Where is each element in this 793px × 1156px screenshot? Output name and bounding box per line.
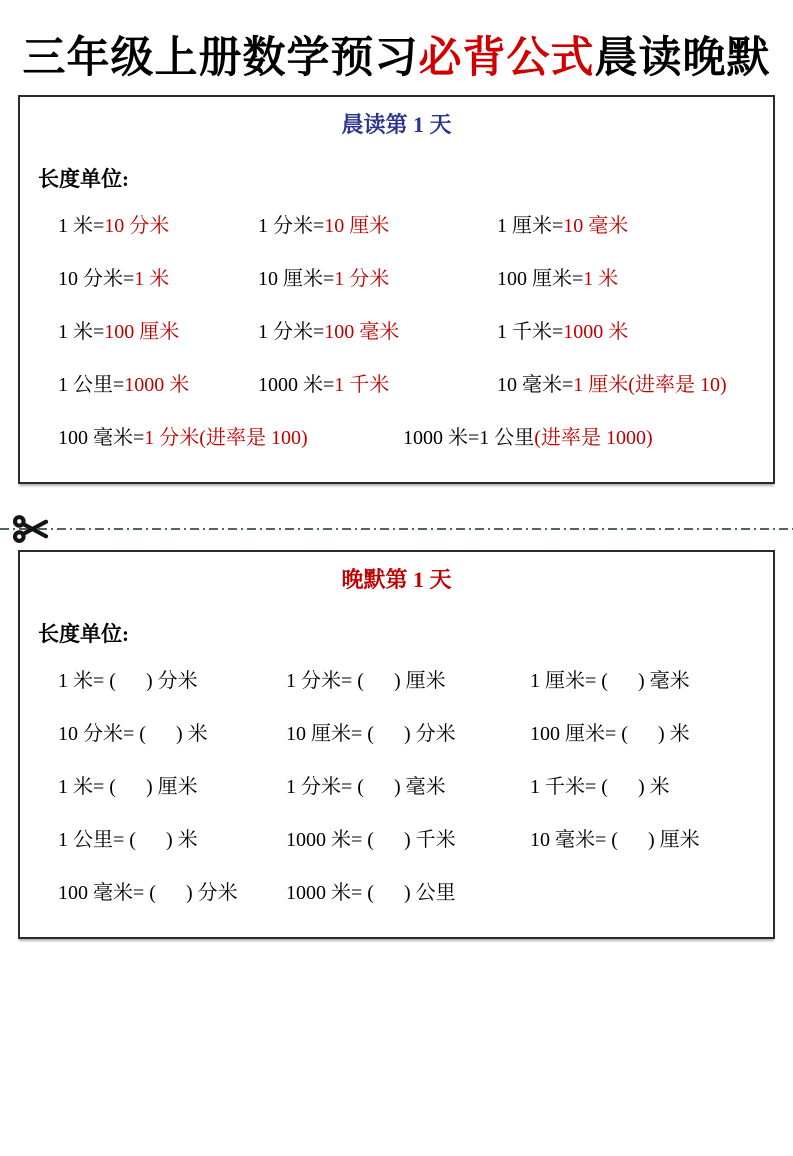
formula-cell: 1000 米=1 千米 [258,374,390,397]
cut-divider [0,508,793,550]
fill-blank-row [20,775,773,799]
formula-row [20,214,773,238]
formula-cell: 1 分米=10 厘米 [258,215,390,238]
fill-blank-row [20,669,773,693]
fill-blank-cell: 100 毫米= ( ) 分米 [58,882,238,905]
formula-row [20,320,773,344]
morning-header: 晨读第 1 天 [341,112,452,138]
formula-cell: 10 毫米=1 厘米(进率是 10) [497,374,727,397]
evening-recitation-box [18,550,775,939]
title-red-part: 必背公式 [418,35,595,82]
title-black-prefix: 三年级上册数学预习 [22,35,419,82]
morning-rows [20,214,773,450]
title-black-suffix: 晨读晚默 [594,35,771,82]
fill-blank-cell: 1 米= ( ) 分米 [58,670,198,693]
formula-cell: 1 米=100 厘米 [58,321,180,344]
fill-blank-cell: 1000 米= ( ) 千米 [286,829,456,852]
fill-blank-cell: 1000 米= ( ) 公里 [286,882,456,905]
fill-blank-cell: 10 厘米= ( ) 分米 [286,723,456,746]
formula-cell: 100 毫米=1 分米(进率是 100) [58,427,308,450]
fill-blank-row [20,722,773,746]
formula-cell: 10 厘米=1 分米 [258,268,390,291]
scissors-icon [12,510,50,548]
formula-cell: 10 分米=1 米 [58,268,170,291]
fill-blank-cell: 1 公里= ( ) 米 [58,829,198,852]
fill-blank-row [20,881,773,905]
page-title [0,34,793,83]
morning-section-label: 长度单位: [38,167,129,192]
fill-blank-cell: 10 毫米= ( ) 厘米 [530,829,700,852]
formula-cell: 100 厘米=1 米 [497,268,619,291]
morning-reading-box [18,95,775,484]
fill-blank-cell: 1 分米= ( ) 毫米 [286,776,446,799]
formula-cell: 1 分米=100 毫米 [258,321,400,344]
evening-section-label: 长度单位: [38,622,129,647]
formula-cell: 1 千米=1000 米 [497,321,629,344]
fill-blank-cell: 10 分米= ( ) 米 [58,723,208,746]
fill-blank-cell: 1 千米= ( ) 米 [530,776,670,799]
fill-blank-cell: 100 厘米= ( ) 米 [530,723,690,746]
formula-row [20,426,773,450]
formula-cell: 1 公里=1000 米 [58,374,190,397]
fill-blank-cell: 1 分米= ( ) 厘米 [286,670,446,693]
formula-row [20,267,773,291]
formula-row [20,373,773,397]
evening-header: 晚默第 1 天 [341,567,452,593]
evening-rows [20,669,773,905]
formula-cell: 1000 米=1 公里(进率是 1000) [403,427,653,450]
fill-blank-cell: 1 厘米= ( ) 毫米 [530,670,690,693]
formula-cell: 1 米=10 分米 [58,215,170,238]
formula-cell: 1 厘米=10 毫米 [497,215,629,238]
cut-line [0,528,793,530]
fill-blank-cell: 1 米= ( ) 厘米 [58,776,198,799]
fill-blank-row [20,828,773,852]
